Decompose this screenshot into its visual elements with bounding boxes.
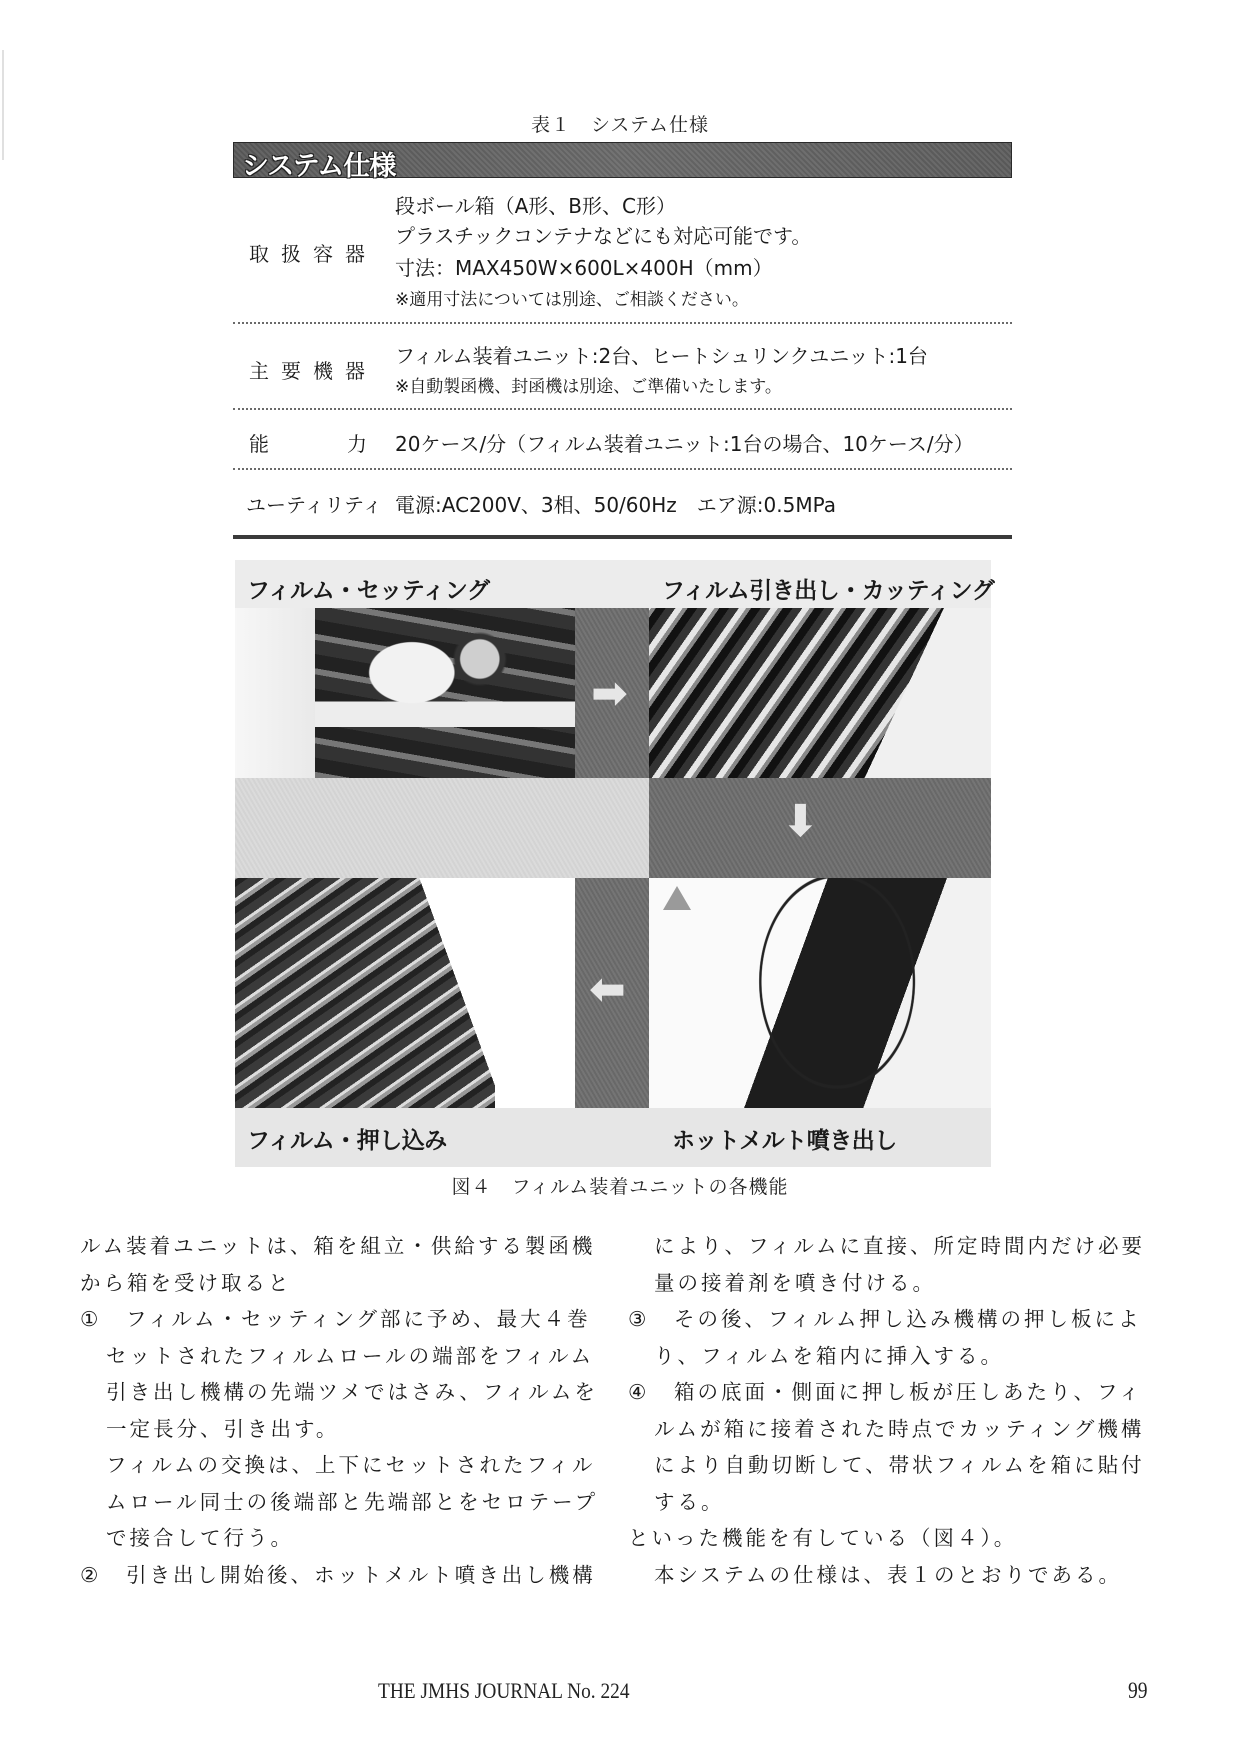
item-number: ④ [628, 1380, 647, 1404]
panel-label-hotmelt: ホットメルト噴き出し [672, 1128, 897, 1154]
warning-triangle-icon [663, 886, 691, 910]
arrow-row-middle [649, 778, 991, 878]
body-line: 一定長分、引き出す。 [106, 1416, 340, 1441]
panel-label-film-setting: フィルム・セッティング [247, 578, 490, 604]
table-bottom-rule [233, 535, 1012, 539]
row-containers-line-3: 寸法：MAX450W×600L×400H（mm） [395, 256, 773, 280]
body-line: から箱を受け取ると [80, 1270, 292, 1295]
item-text: その後、フィルム押し込み機構の押し板によ [674, 1307, 1142, 1331]
arrow-down-icon: ⬇ [782, 796, 819, 847]
list-item-1 [80, 1301, 600, 1338]
body-line: 引き出し機構の先端ツメではさみ、フィルムを [106, 1380, 598, 1404]
body-line: 量の接着剤を噴き付ける。 [654, 1270, 936, 1295]
row-containers-line-2: プラスチックコンテナなどにも対応可能です。 [395, 224, 812, 248]
body-line: り、フィルムを箱内に挿入する。 [654, 1343, 1005, 1368]
scan-edge-mark [2, 50, 4, 160]
table-caption: 表１ システム仕様 [530, 114, 710, 136]
row-label-containers: 取扱容器 [249, 242, 377, 266]
row-main-equipment-note: ※自動製函機、封函機は別途、ご準備いたします。 [395, 377, 782, 397]
body-column-right [628, 1228, 1148, 1593]
body-column-left [80, 1228, 600, 1593]
photo-film-setting-fade [235, 608, 315, 778]
body-line: セットされたフィルムロールの端部をフィルム [106, 1343, 595, 1368]
item-text: 引き出し開始後、ホットメルト噴き出し機構 [126, 1562, 596, 1587]
body-line: ムロール同士の後端部と先端部とをセロテープ [106, 1489, 599, 1514]
list-item-3 [628, 1301, 1148, 1338]
arrow-left-icon: ⬅ [589, 964, 626, 1015]
body-line: フィルムの交換は、上下にセットされたフィル [106, 1453, 596, 1477]
arrow-column-top [575, 608, 649, 778]
arrow-right-icon: ➡ [591, 668, 628, 719]
row-divider [233, 408, 1012, 410]
item-number: ① [80, 1307, 99, 1331]
body-line: で接合して行う。 [106, 1526, 294, 1550]
photo-film-push [235, 878, 495, 1108]
row-divider [233, 468, 1012, 470]
body-line: ルムが箱に接着された時点でカッティング機構 [654, 1416, 1145, 1441]
middle-band [235, 778, 649, 878]
item-text: 箱の底面・側面に押し板が圧しあたり、フィ [674, 1380, 1143, 1404]
row-containers-line-1: 段ボール箱（A形、B形、C形） [395, 194, 676, 218]
panel-label-film-push: フィルム・押し込み [247, 1128, 447, 1154]
row-label-capacity-left: 能 [249, 432, 269, 456]
row-utility-text: 電源:AC200V、3相、50/60Hz エア源:0.5MPa [395, 493, 837, 517]
list-item-2 [80, 1557, 600, 1594]
body-line: する。 [654, 1489, 725, 1514]
item-number: ② [80, 1562, 99, 1587]
panel-label-film-pull-cut: フィルム引き出し・カッティング [662, 578, 995, 604]
row-label-utility: ユーティリティ [246, 493, 383, 517]
body-line: ルム装着ユニットは、箱を組立・供給する製函機 [80, 1234, 596, 1258]
row-divider [233, 322, 1012, 324]
body-line: により、フィルムに直接、所定時間内だけ必要 [654, 1234, 1146, 1258]
body-line: により自動切断して、帯状フィルムを箱に貼付 [654, 1453, 1145, 1477]
body-line: 本システムの仕様は、表１のとおりである。 [654, 1562, 1122, 1587]
item-number: ③ [628, 1307, 647, 1331]
page-number: 99 [1128, 1678, 1148, 1703]
figure-caption: 図４ フィルム装着ユニットの各機能 [451, 1176, 789, 1198]
body-line: といった機能を有している（図４）。 [628, 1526, 1018, 1550]
row-main-equipment-line-1: フィルム装着ユニット:2台、ヒートシュリンクユニット:1台 [395, 344, 928, 368]
figure-film-unit-functions [235, 560, 995, 1167]
spec-header-title: システム仕様 [242, 151, 396, 182]
item-text: フィルム・セッティング部に予め、最大４巻 [126, 1307, 591, 1331]
row-containers-note: ※適用寸法については別途、ご相談ください。 [395, 290, 749, 310]
photo-film-pull-cut [649, 608, 991, 778]
row-label-capacity-right: 力 [347, 432, 367, 456]
row-capacity-text: 20ケース/分（フィルム装着ユニット:1台の場合、10ケース/分） [395, 432, 974, 456]
photo-hotmelt-spray [649, 878, 991, 1108]
spec-header-bar [233, 142, 1012, 182]
list-item-4 [628, 1374, 1148, 1411]
arrow-column-bottom [575, 878, 649, 1108]
row-label-main-equipment: 主要機器 [249, 359, 377, 383]
footer-journal-title: THE JMHS JOURNAL No. 224 [378, 1678, 630, 1703]
